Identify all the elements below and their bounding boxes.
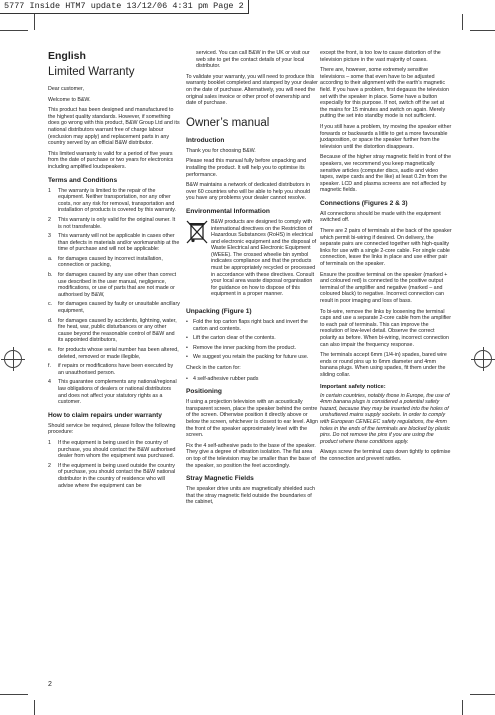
warranty-title: Limited Warranty [48, 66, 135, 78]
list-item: 3 This warranty will not be applicable in cases other than defects in materials and/or workmanship at the time of purchase and will not be applicable: [48, 233, 180, 253]
unpacking-heading: Unpacking (Figure 1) [186, 308, 252, 316]
check-list [186, 376, 318, 383]
paragraph: Always screw the terminal caps down tightly to optimise the connection and prevent rattles. [320, 449, 451, 462]
list-item: e. for products whose serial number has been altered, deleted, removed or made illegible, [48, 347, 179, 360]
crop-mark-top-left-v [34, 14, 35, 30]
paragraph: To bi-wire, remove the links by loosening the terminal caps and use a separate 2-core cable from the amplifier to each pair of terminals. This can improve the resolution of low-level detail. Observe the correct polarity as before. When bi-wiring, incorrect connection can also impair the frequency response. [320, 308, 452, 348]
list-item: 2 This warranty is only valid for the original owner. It is not transferable. [48, 216, 176, 230]
registration-mark-right [474, 350, 492, 368]
language-heading: English [48, 50, 86, 62]
crop-mark-top-right-v [462, 14, 463, 30]
list-item: 1 If the equipment is being used in the country of purchase, you should contact the B&W authorised dealer from whom the equipment was purchased. [48, 439, 176, 460]
terms-list [48, 188, 180, 406]
paragraph: Welcome to B&W. [48, 96, 91, 103]
list-item: • Lift the carton clear of the contents. [186, 335, 276, 342]
owners-manual-title: Owner’s manual [186, 116, 270, 129]
environmental-heading: Environmental Information [186, 207, 270, 215]
crop-mark-bottom-left-v [34, 700, 35, 715]
paragraph: There are, however, some extremely sensitive televisions – some that even have to be adjusted according to their alignment with the earth's magnetic field. If you have a problem, first degauss the television set with the speaker in place. Some have a button especially for this purpose. If not, switch off the set at the mains for 15 minutes and switch on again. Merely putting the set into standby mode is not sufficient. [320, 67, 449, 120]
list-item: • Fold the top carton flaps right back and invert the carton and contents. [186, 319, 308, 332]
list-item: 4 This guarantee complements any national/regional law obligations of dealers or national distributors and does not affect your statutory rights as a customer. [48, 379, 177, 406]
paragraph: This product has been designed and manufactured to the highest quality standards. However, if something does go wrong with this product, B&W Group Ltd and its national distributors warrant free of charge labour (exclusion may apply) and replacement parts in any country served by an official B&W distributor. [48, 107, 180, 147]
list-item: 1 The warranty is limited to the repair of the equipment. Neither transportation, nor any other costs, nor any risk for removal, transportation and installation of products is covered by this warranty. [48, 187, 176, 214]
paragraph: Ensure the positive terminal on the speaker (marked + and coloured red) is connected to the positive output terminal of the amplifier and negative (marked – and coloured black) to negative. Incorrect connection can result in poor imaging and loss of bass. [320, 271, 448, 304]
list-item: b. for damages caused by any use other than correct use described in the user manual, negligence, modifications, or use of parts that are not made or authorised by B&W, [48, 272, 177, 298]
paragraph: serviced. You can call B&W in the UK or visit our web site to get the contact details of your local distributor. [196, 50, 310, 70]
paragraph: Should service be required, please follow the following procedure: [48, 422, 176, 436]
paragraph: B&W maintains a network of dedicated distributors in over 60 countries who will be able to help you should you have any problems your dealer cannot resolve. [186, 182, 310, 202]
claims-list [48, 440, 180, 489]
list-item: a. for damages caused by incorrect installation, connection or packing, [48, 255, 163, 269]
column-warranty [48, 50, 180, 493]
crop-mark-bottom-left-h [0, 694, 28, 695]
connections-heading: Connections (Figures 2 & 3) [320, 199, 408, 207]
paragraph: There are 2 pairs of terminals at the back of the speaker which permit bi-wiring if desired. On delivery, the separate pairs are connected together with high-quality links for use with a single 2-core cable. For single cable connection, leave the links in place and use either pair of terminals on the speaker. [320, 228, 452, 268]
paragraph: The terminals accept 6mm (1/4-in) spades, bared wire ends or round pins up to 6mm diameter and 4mm banana plugs. When using spades, fit them under the sliding collar. [320, 352, 447, 378]
list-item: d. for damages caused by accidents, lightning, water, fire heat, war, public disturbances or any other cause beyond the reasonable control of B&W and its appointed distributors, [48, 317, 177, 344]
paragraph: Because of the higher stray magnetic field in front of the speakers, we recommend you keep magnetically sensitive articles (computer discs, audio and video tapes, swipe cards and the like) at least 0.2m from the speaker. LCD and plasma screens are not affected by magnetic fields. [320, 154, 452, 194]
paragraph: All connections should be made with the equipment switched off. [320, 210, 441, 224]
list-item: • 4 self-adhesive rubber pads [186, 375, 259, 382]
paragraph: If you still have a problem, try moving the speaker either forwards or backwards a little to get a more favourable juxtaposition, or space the speaker further from the television until the distortion disappears. [320, 123, 452, 150]
printer-slug: 5777 Inside HTM7 update 13/12/06 4:31 pm Page 2 [0, 0, 249, 14]
stray-magnetic-heading: Stray Magnetic Fields [186, 475, 254, 483]
crop-mark-bottom-right-v [462, 700, 463, 715]
positioning-heading: Positioning [186, 388, 222, 396]
environmental-block [186, 219, 318, 302]
paragraph: Thank you for choosing B&W. [186, 147, 256, 154]
paragraph: Fix the 4 self-adhesive pads to the base of the speaker. They give a degree of vibration isolation. The flat area on top of the television may be smaller than the base of the speaker, so position the feet accordingly. [186, 442, 316, 469]
page-number: 2 [48, 681, 52, 688]
column-connections [320, 50, 452, 466]
crop-mark-top-left-h [0, 30, 28, 31]
paragraph: The speaker drive units are magnetically shielded such that the stray magnetic field outside the boundaries of the cabinet, [186, 486, 315, 506]
unpacking-list [186, 319, 318, 361]
paragraph: This limited warranty is valid for a period of five years from the date of purchase or two years for electronics including amplified loudspeakers. [48, 150, 174, 170]
paragraph: Please read this manual fully before unpacking and installing the product. It will help you to optimise its performance. [186, 158, 307, 178]
paragraph: Check in the carton for: [186, 365, 241, 371]
list-item: • We suggest you retain the packing for future use. [186, 354, 309, 361]
introduction-heading: Introduction [186, 136, 225, 144]
paragraph: To validate your warranty, you will need to produce this warranty booklet completed and stamped by your dealer on the date of purchase. Alternatively, you will need the original sales invoice or other proof of ownership and date of purchase. [186, 73, 318, 107]
crop-mark-top-right-h [470, 30, 495, 31]
terms-heading: Terms and Conditions [48, 176, 118, 184]
paragraph: If using a projection television with an acoustically transparent screen, place the speaker behind the centre of the screen. Otherwise position it directly above or below the screen, whichever is closest to ear level. Align the front of the speaker approximately level with the screen. [186, 399, 318, 439]
column-owners-manual [186, 50, 318, 510]
list-item: c. for damages caused by faulty or unsuitable ancillary equipment, [48, 301, 180, 315]
paragraph: except the front, is too low to cause distortion of the television picture in the vast majority of cases. [320, 50, 441, 63]
claim-heading: How to claim repairs under warranty [48, 411, 162, 419]
safety-notice-heading: Important safety notice: [320, 383, 386, 390]
list-item: 2 If the equipment is being used outside the country of purchase, you should contact the B&W national distributor in the country of residence who will advise where the equipment can be [48, 462, 176, 489]
registration-mark-left [4, 350, 22, 368]
crop-mark-bottom-right-h [470, 694, 495, 695]
list-item: • Remove the inner packing from the product. [186, 344, 297, 351]
paragraph: Dear customer, [48, 86, 84, 92]
paragraph: B&W products are designed to comply with international directives on the Restriction of Hazardous Substances (RoHS) in electrical and electronic equipment and the disposal of Waste Electrical and Electronic Equipment (WEEE). The crossed wheelie bin symbol indicates compliance and that the products must be appropriately recycled or processed in accordance with these directives. Consult your local area waste disposal organisation for guidance on how to dispose of this equipment in a proper manner. [211, 218, 317, 298]
crossed-wheelie-bin-icon [186, 219, 208, 245]
list-item: f. if repairs or modifications have been executed by an unauthorised person. [48, 363, 174, 376]
safety-notice-text: In certain countries, notably those in Europe, the use of 4mm banana plugs is considered a potential safety hazard, because they may be inserted into the holes of unshuttered mains supply sockets. In order to comply with European CENELEC safety regulations, the 4mm holes in the ends of the terminals are blocked by plastic pins. Do not remove the pins if you are using the product where these conditions apply. [320, 392, 451, 445]
